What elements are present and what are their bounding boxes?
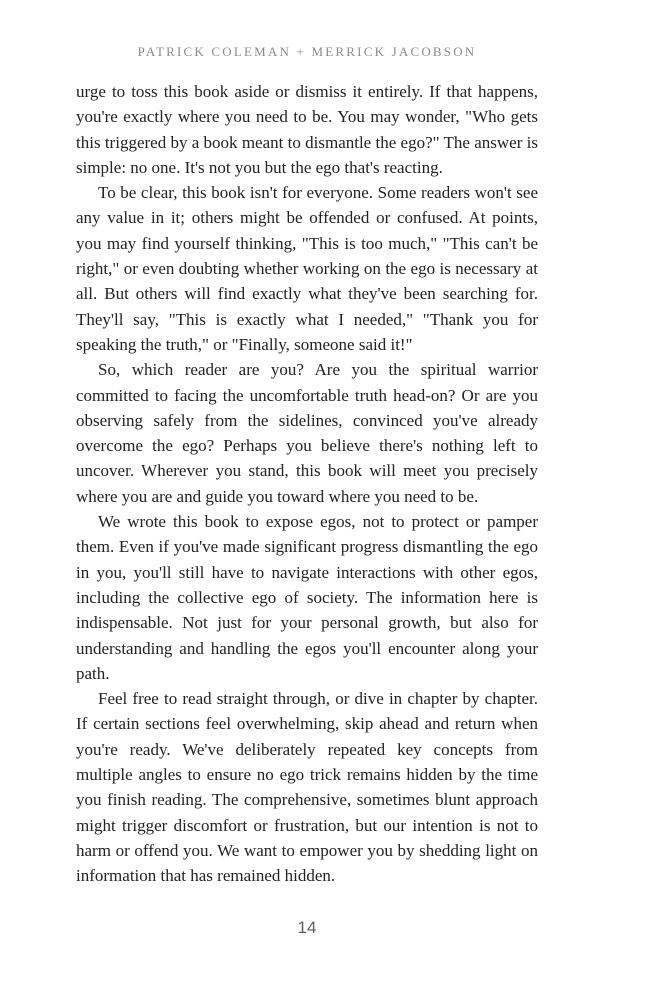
body-paragraph: So, which reader are you? Are you the spiritual warrior committed to facing the uncomfortable truth head-on? Or are you observing safely from the sidelines, convinced you've already overcome the ego? Perhaps you believe there's nothing left to uncover. Wherever you stand, this book will meet you precisely where you are and guide you toward where you need to be. (76, 360, 538, 506)
running-header: PATRICK COLEMAN + MERRICK JACOBSON (137, 44, 477, 59)
body-paragraph: urge to toss this book aside or dismiss it entirely. If that happens, you're exactly where you need to be. You may wonder, "Who gets this triggered by a book meant to dismantle the ego?" The answer is simple: no one. It's not you but the ego that's reacting. (76, 82, 538, 177)
body-paragraph: To be clear, this book isn't for everyone. Some readers won't see any value in it; others might be offended or confused. At points, you may find yourself thinking, "This is too much," "This can't be right," or even doubting whether working on the ego is necessary at all. But others will find exactly what they've been searching for. They'll say, "This is exactly what I needed," "Thank you for speaking the truth," or "Finally, someone said it!" (76, 183, 538, 354)
page-number: 14 (297, 918, 317, 937)
body-paragraph: Feel free to read straight through, or dive in chapter by chapter. If certain sections feel overwhelming, skip ahead and return when you're ready. We've deliberately repeated key concepts from multiple angles to ensure no ego trick remains hidden by the time you finish reading. The comprehensive, sometimes blunt approach might trigger discomfort or frustration, but our intention is not to harm or offend you. We want to empower you by shedding light on information that has remained hidden. (76, 689, 538, 886)
body-paragraph: We wrote this book to expose egos, not to protect or pamper them. Even if you've made significant progress dismantling the ego in you, you'll still have to navigate interactions with other egos, including the collective ego of society. The information here is indispensable. Not just for your personal growth, but also for understanding and handling the egos you'll encounter along your path. (76, 512, 538, 683)
body-text-column (76, 79, 538, 889)
